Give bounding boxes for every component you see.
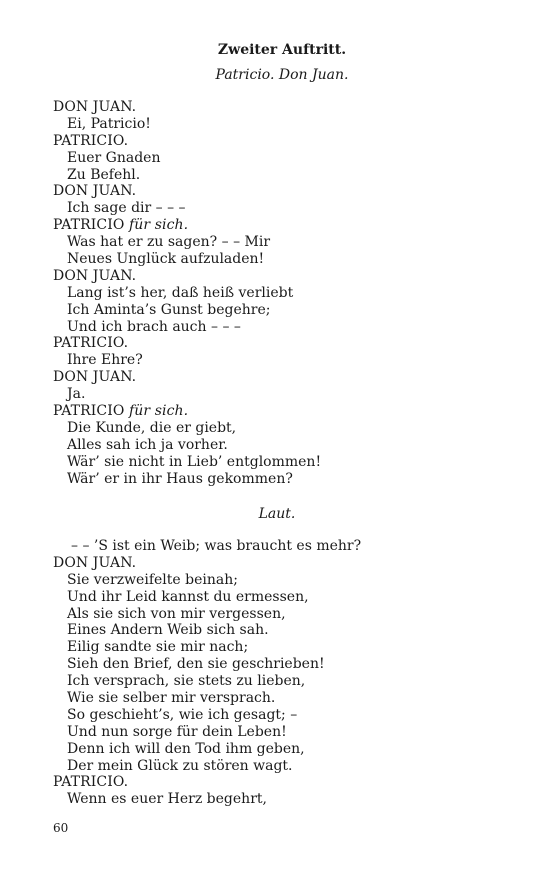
verse-line: Und ich brach auch – – – [67,318,241,335]
dialogue-block-1 [53,99,523,487]
scene-cast: Patricio. Don Juan. [215,67,349,83]
verse-line: Wenn es euer Herz begehrt, [67,791,267,808]
speaker-label: PATRICIO. [53,132,129,149]
speaker-name [53,403,523,420]
verse-line: – – ’S ist ein Weib; was braucht es mehr? [71,538,362,554]
verse-line: Neues Unglück aufzuladen! [67,251,265,268]
aside-direction: für sich. [128,217,189,234]
verse-line: Und ihr Leid kannst du ermessen, [67,588,309,605]
speaker-label: DON JUAN. [53,183,137,200]
aside-direction: für sich. [128,403,189,420]
verse-line: Und nun sorge für dein Leben! [67,723,287,740]
speaker-label: PATRICIO [53,217,125,234]
verse-line: Eilig sandte sie mir nach; [67,639,249,656]
speaker-label: DON JUAN. [53,554,137,571]
dialogue-block-2 [53,538,523,808]
verse-line: Wie sie selber mir versprach. [67,690,276,707]
verse-line: Wär’ er in ihr Haus gekommen? [67,470,293,487]
verse-line: Als sie sich von mir vergessen, [67,605,286,622]
speaker-name [53,99,523,116]
verse-line: Sie verzweifelte beinah; [67,571,238,588]
verse-line: Ich versprach, sie stets zu lieben, [67,673,306,690]
speaker-name [53,133,523,150]
verse-line: Lang ist’s her, daß heiß verliebt [67,284,294,301]
stage-direction: Laut. [258,506,296,522]
verse-line: So geschieht’s, wie ich gesagt; – [67,706,298,723]
verse-line: Wär’ sie nicht in Lieb’ entglommen! [67,453,322,470]
verse-line: Ja. [67,386,86,403]
verse-line: Eines Andern Weib sich sah. [67,622,269,639]
verse-line: Alles sah ich ja vorher. [67,436,228,453]
verse-line: Euer Gnaden [67,149,161,166]
verse-line: Die Kunde, die er giebt, [67,419,237,436]
speaker-name [53,774,523,791]
verse-line: Was hat er zu sagen? – – Mir [67,234,271,251]
speaker-name [53,268,523,285]
speaker-label: PATRICIO [53,403,125,420]
speaker-label: PATRICIO. [53,774,129,791]
speaker-name [53,369,523,386]
speaker-label: PATRICIO. [53,335,129,352]
verse-line: Ich sage dir – – – [67,200,186,217]
verse-line: Zu Befehl. [67,166,141,183]
verse-line: Ihre Ehre? [67,352,143,369]
verse-line: Denn ich will den Tod ihm geben, [67,740,305,757]
scene-title: Zweiter Auftritt. [217,42,347,58]
verse-line: Ei, Patricio! [67,115,151,132]
speaker-label: DON JUAN. [53,267,137,284]
verse-line: Ich Aminta’s Gunst begehre; [67,301,271,318]
speaker-label: DON JUAN. [53,369,137,386]
speaker-name [53,335,523,352]
speaker-name [53,183,523,200]
verse-line: Sieh den Brief, den sie geschrieben! [67,656,325,673]
verse-line: Der mein Glück zu stören wagt. [67,757,293,774]
speaker-name [53,555,523,572]
page-number: 60 [53,821,69,835]
speaker-name [53,217,523,234]
speaker-label: DON JUAN. [53,99,137,115]
